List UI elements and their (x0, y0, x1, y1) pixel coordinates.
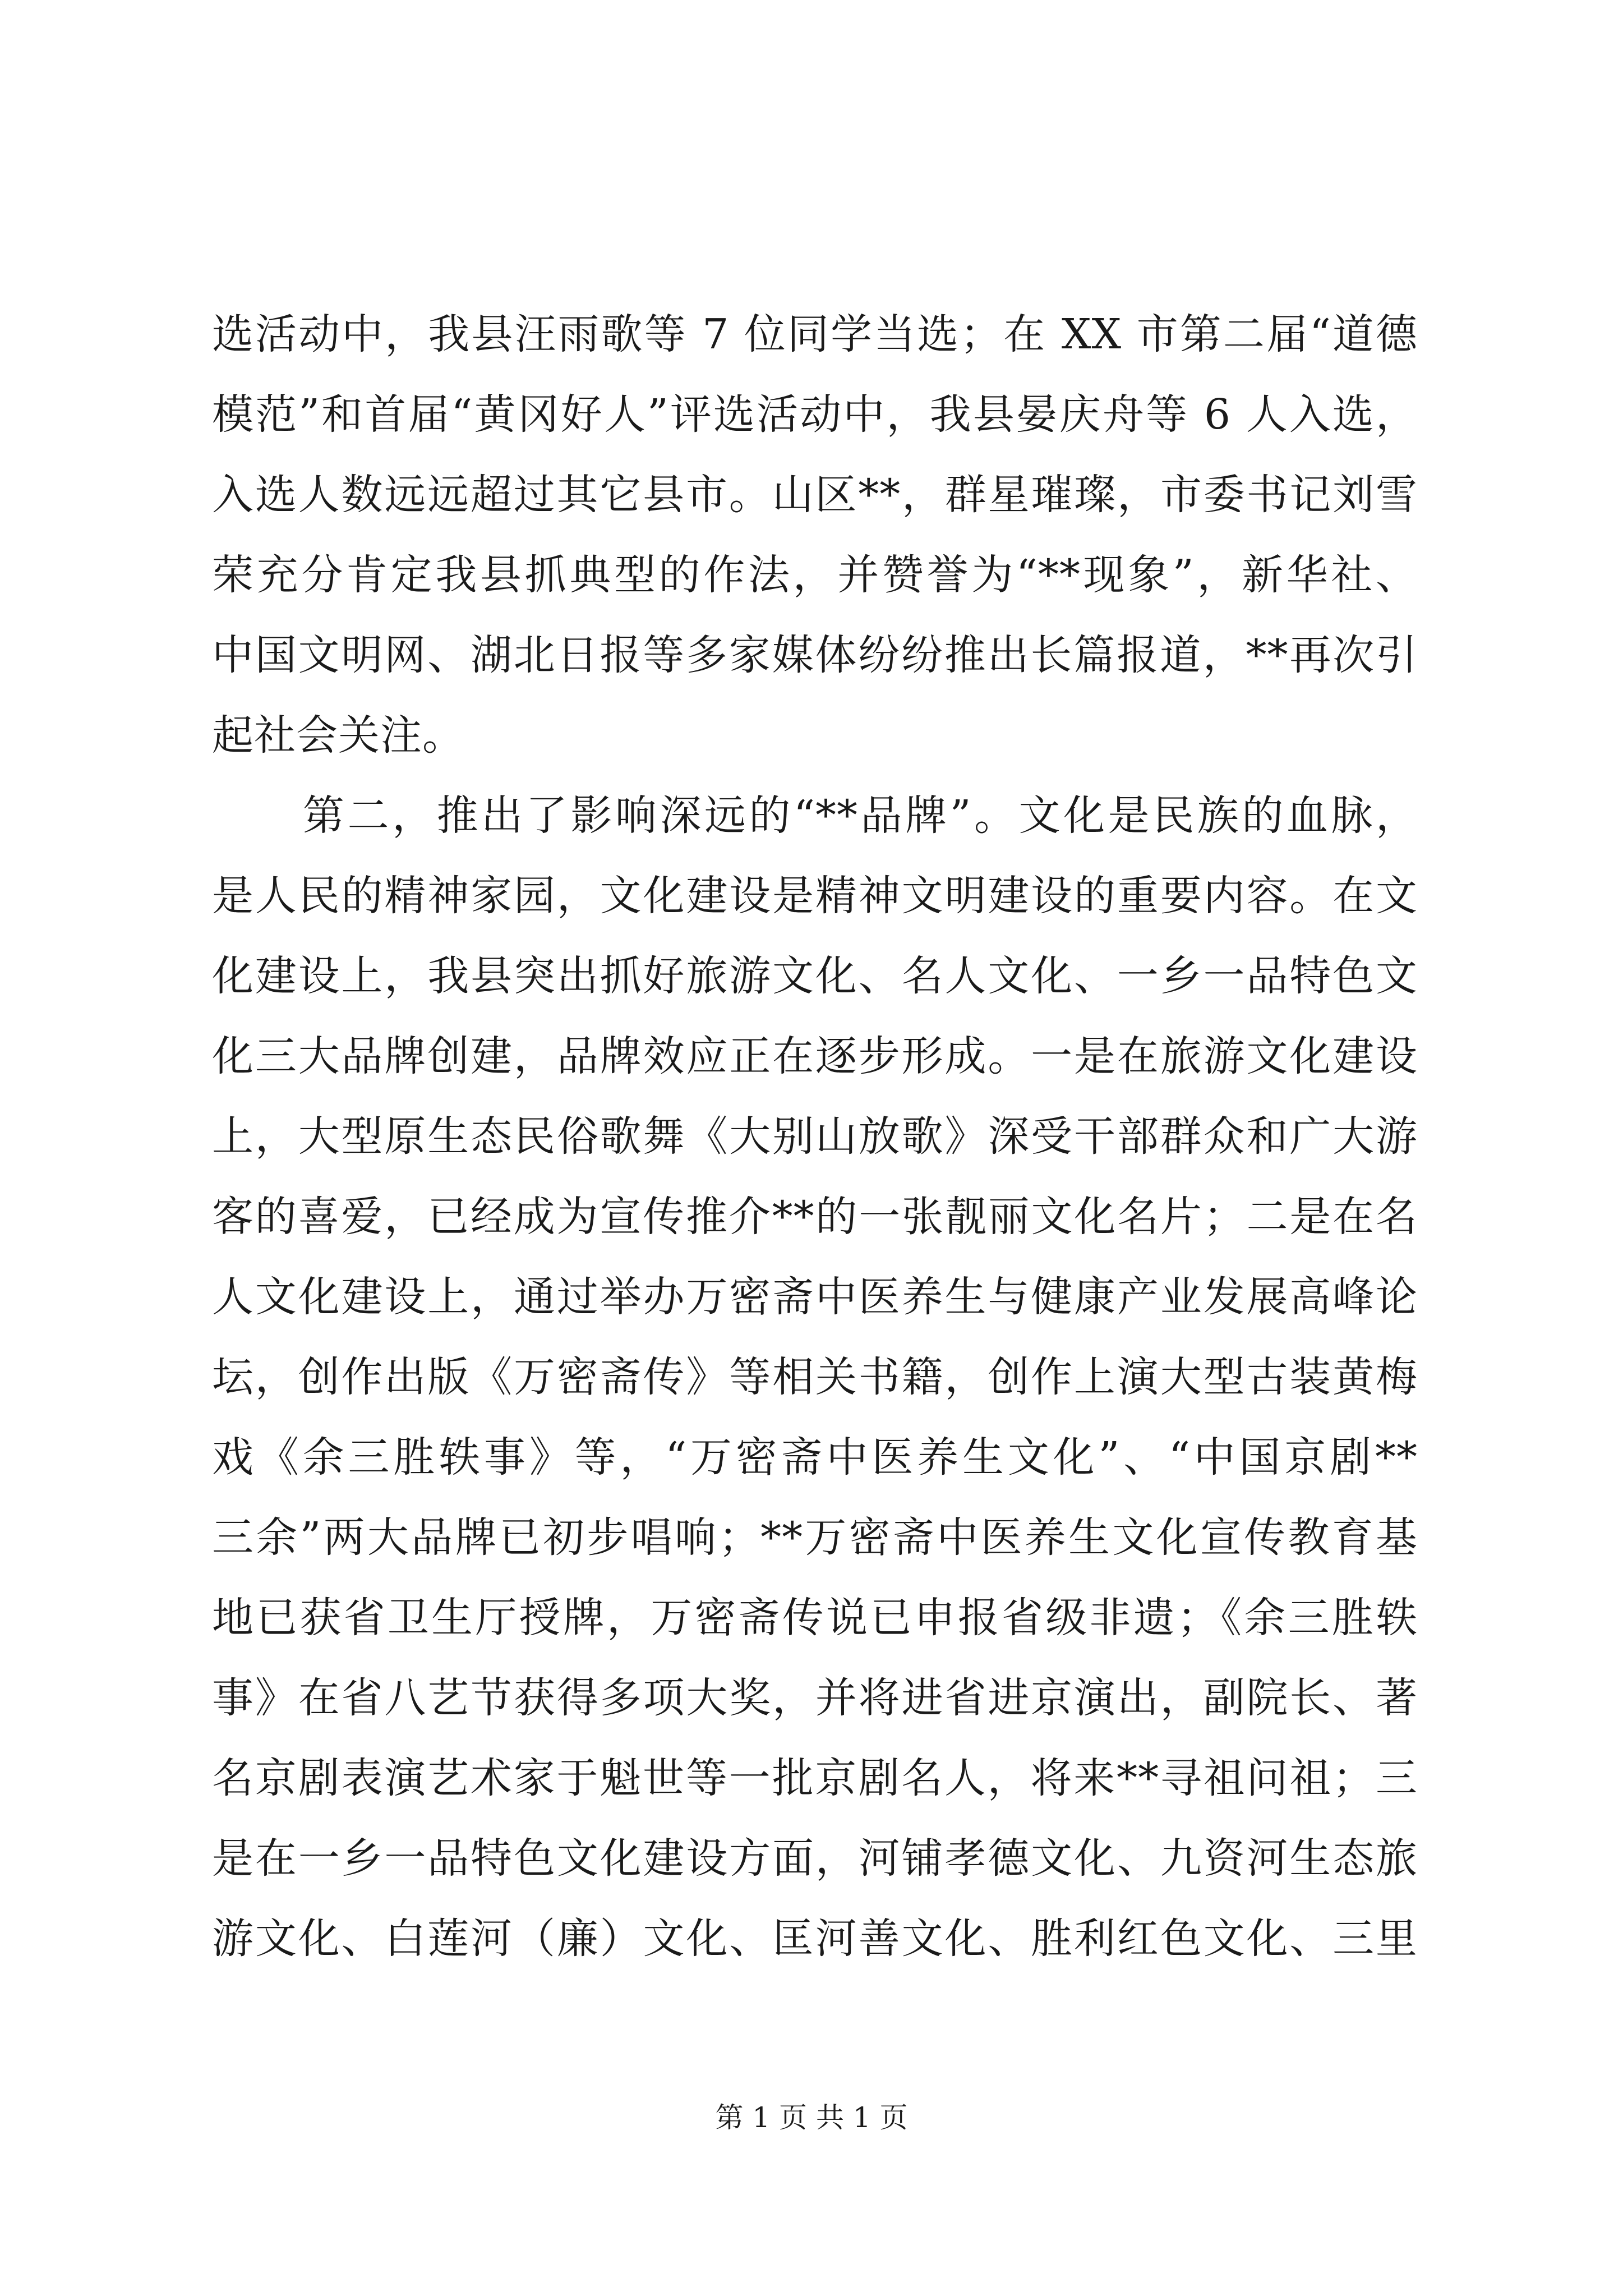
text-line: 荣充分肯定我县抓典型的作法，并赞誉为“**现象”，新华社、 (212, 551, 1418, 599)
text-line: 是在一乡一品特色文化建设方面，河铺孝德文化、九资河生态旅 (212, 1834, 1418, 1883)
paragraph-first-line: 第二，推出了影响深远的“**品牌”。文化是民族的血脉， (303, 792, 1418, 840)
text-line: 客的喜爱，已经成为宣传推介**的一张靓丽文化名片；二是在名 (212, 1193, 1418, 1241)
text-line: 化建设上，我县突出抓好旅游文化、名人文化、一乡一品特色文 (212, 952, 1418, 1000)
text-line: 人文化建设上，通过举办万密斋中医养生与健康产业发展高峰论 (212, 1273, 1418, 1321)
text-line: 起社会关注。 (212, 711, 464, 760)
text-line: 事》在省八艺节获得多项大奖，并将进省进京演出，副院长、著 (212, 1674, 1418, 1722)
text-line: 化三大品牌创建，品牌效应正在逐步形成。一是在旅游文化建设 (212, 1032, 1418, 1080)
text-line: 坛，创作出版《万密斋传》等相关书籍，创作上演大型古装黄梅 (212, 1353, 1418, 1401)
text-line: 游文化、白莲河（廉）文化、匡河善文化、胜利红色文化、三里 (212, 1915, 1418, 1963)
text-line: 地已获省卫生厅授牌，万密斋传说已申报省级非遗；《余三胜轶 (212, 1594, 1418, 1642)
text-line: 是人民的精神家园，文化建设是精神文明建设的重要内容。在文 (212, 872, 1418, 920)
text-line: 中国文明网、湖北日报等多家媒体纷纷推出长篇报道，**再次引 (212, 631, 1418, 679)
text-line: 三余”两大品牌已初步唱响；**万密斋中医养生文化宣传教育基 (212, 1513, 1418, 1562)
page-footer: 第 1 页 共 1 页 (715, 2101, 908, 2134)
text-line: 戏《余三胜轶事》等，“万密斋中医养生文化”、“中国京剧** (212, 1433, 1418, 1481)
text-line: 模范”和首届“黄冈好人”评选活动中，我县晏庆舟等 6 人入选， (212, 390, 1418, 439)
text-line: 上，大型原生态民俗歌舞《大别山放歌》深受干部群众和广大游 (212, 1112, 1418, 1161)
text-line: 入选人数远远超过其它县市。山区**，群星璀璨，市委书记刘雪 (212, 471, 1418, 519)
text-line: 名京剧表演艺术家于魁世等一批京剧名人，将来**寻祖问祖；三 (212, 1754, 1418, 1802)
text-line: 选活动中，我县汪雨歌等 7 位同学当选；在 XX 市第二届“道德 (212, 310, 1418, 358)
